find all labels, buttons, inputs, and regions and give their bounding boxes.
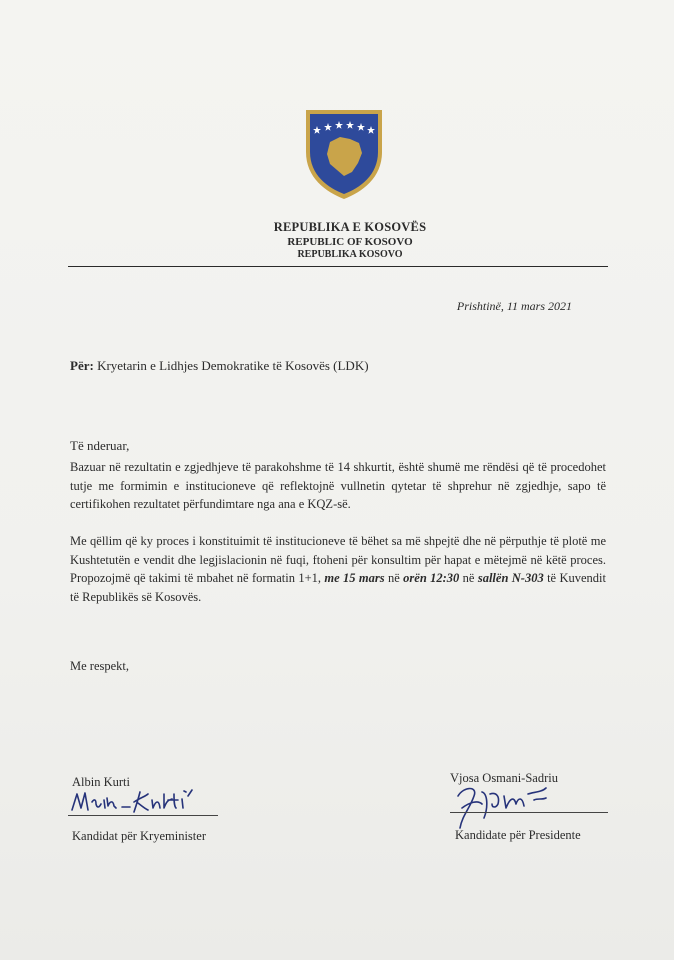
kosovo-coat-of-arms-icon [300, 106, 388, 202]
letterhead-line-1: REPUBLIKA E KOSOVËS [273, 220, 427, 234]
meeting-room: sallën N-303 [477, 571, 544, 586]
left-signatory-title: Kandidat për Kryeminister [72, 829, 206, 843]
paragraph-1: Bazuar në rezultatin e zgjedhjeve të parakohshme të 14 shkurtit, është shumë me rëndësi që të procedohet tutje me formimin e institucioneve që reflektojnë vullnetin qytetar të shprehur në zgjedhje, sapo të certifikohen rezultatet përfundimtare nga ana e KQZ-së. [70, 460, 606, 512]
paragraph-2-text: në [459, 571, 478, 586]
right-signatory-name: Vjosa Osmani-Sadriu [450, 771, 558, 785]
paragraph-2-text: të Kuvendit të Republikës së Kosovës. [70, 571, 606, 604]
recipient-line [70, 358, 369, 374]
left-signature-line [68, 815, 218, 816]
letterhead-line-2: REPUBLIC OF KOSOVO [287, 236, 413, 248]
header-divider [68, 266, 608, 267]
meeting-time: orën 12:30 [403, 571, 460, 586]
left-handwritten-signature [68, 786, 198, 818]
greeting: Të nderuar, [70, 438, 130, 453]
recipient-text: Kryetarin e Lidhjes Demokratike të Kosovës (LDK) [93, 358, 369, 373]
letterhead-line-3: REPUBLIKA KOSOVO [297, 249, 403, 260]
paragraph-2 [70, 532, 606, 606]
right-signature-line [450, 812, 608, 813]
right-handwritten-signature [448, 778, 558, 830]
meeting-date: me 15 mars [324, 571, 385, 586]
paragraph-2-text: në [384, 571, 404, 586]
recipient-label: Për: [70, 358, 94, 373]
paragraph-2-text: Me qëllim që ky proces i konstituimit të institucioneve të bëhet sa më shpejtë dhe në përputhje të plotë me Kushtetutën e vendit dhe legjislacionin në fuqi, ftoheni për konsultim për hapat e mëtejmë në këtë proces. Propozojmë që takimi të mbahet në formatin 1+1, [70, 534, 606, 586]
left-signatory-name: Albin Kurti [72, 775, 130, 789]
right-signatory-title: Kandidate për Presidente [455, 828, 581, 842]
letter-date: Prishtinë, 11 mars 2021 [456, 299, 572, 313]
letterhead [220, 220, 480, 260]
closing: Me respekt, [70, 659, 130, 673]
